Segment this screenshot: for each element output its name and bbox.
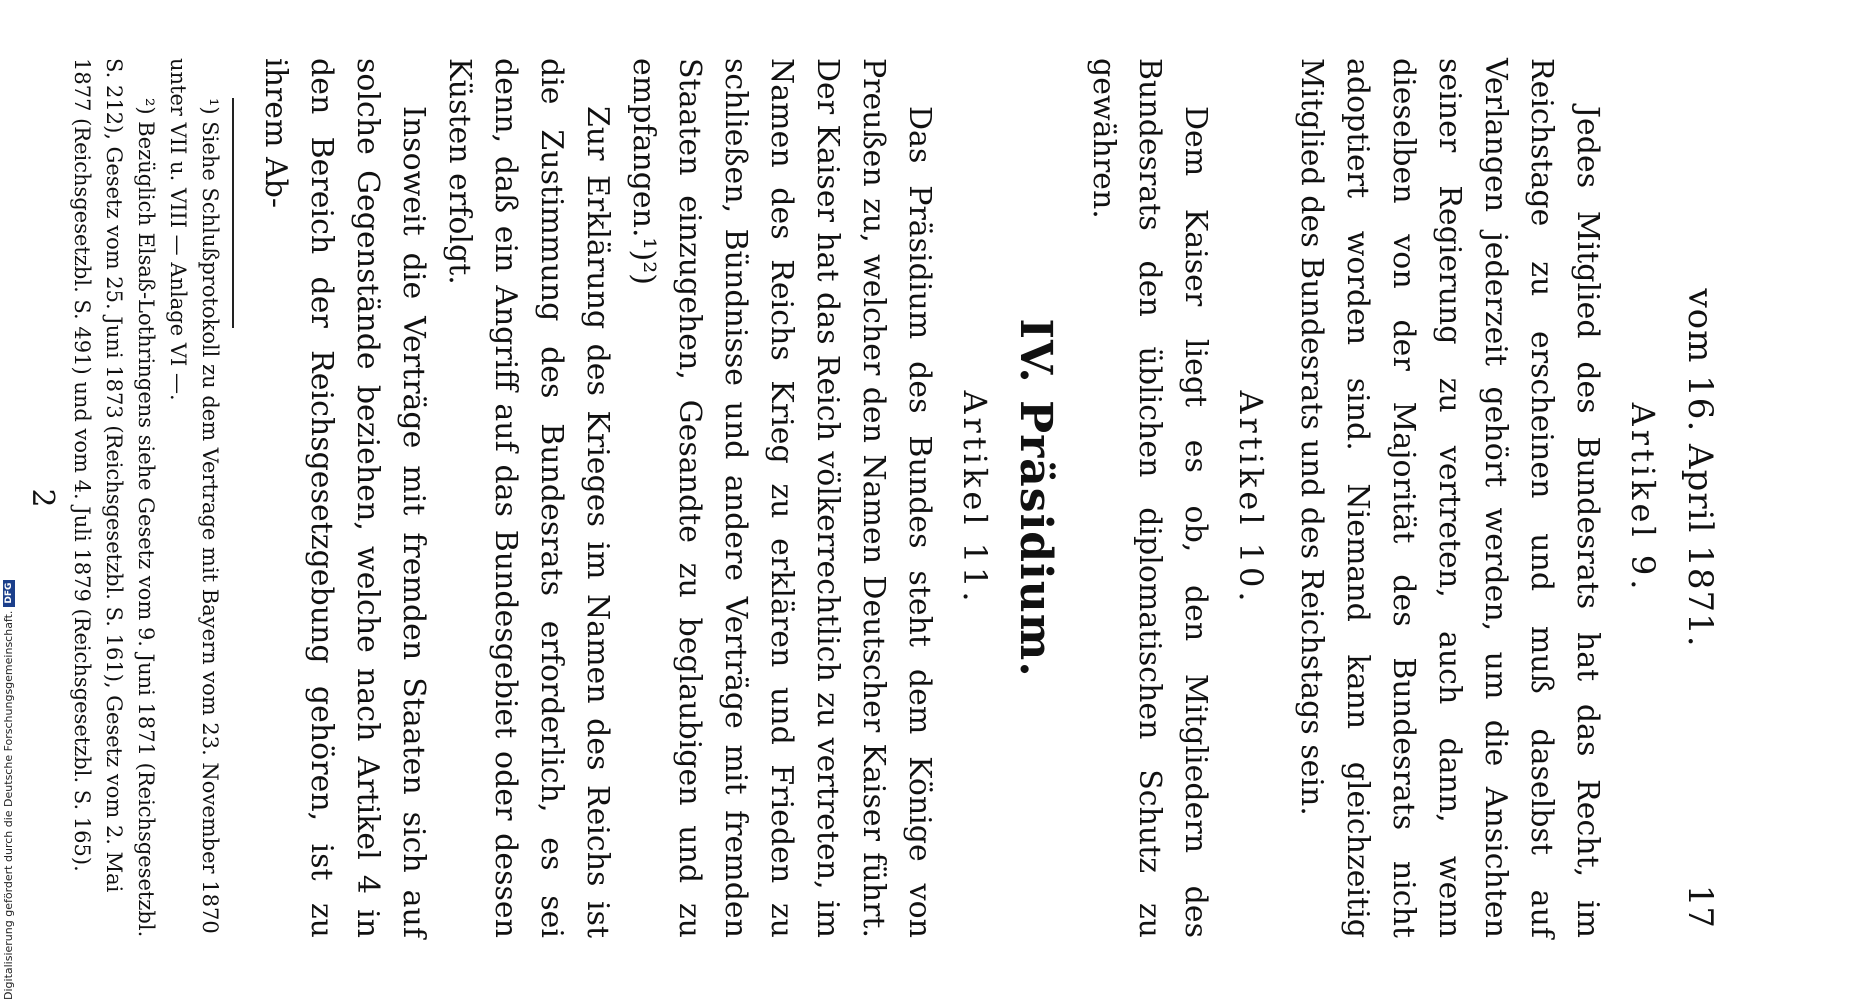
credit-text: Digitalisierung gefördert durch die Deutsche Forschungsgemeinschaft. xyxy=(2,610,15,1000)
body-text xyxy=(252,58,1666,938)
artikel-9-heading: Artikel 9. xyxy=(1624,402,1662,594)
dfg-logo-icon: DFG xyxy=(3,580,15,607)
footnotes xyxy=(66,58,226,938)
signature-mark: 2 xyxy=(25,488,60,508)
page-number: 17 xyxy=(1680,884,1720,928)
chapter-heading: IV. Präsidium. xyxy=(1010,318,1061,678)
artikel-9-paragraph: Jedes Mitglied des Bundesrats hat das Recht, im Reichstage zu erscheinen und muß daselbst auf Verlangen jederzeit gehört werden, um die Ansichten seiner Regierung zu vertreten, auch dann, wenn dieselben von der Majorität des Bundesrats nicht adoptiert worden sind. Niemand kann gleichzeitig Mitglied des Bundesrats und des Reichstags sein. xyxy=(1294,58,1605,938)
header-title: vom 16. April 1871. xyxy=(1680,288,1720,648)
artikel-11-heading: Artikel 11. xyxy=(956,390,994,606)
page-content xyxy=(25,58,1720,938)
artikel-10-heading: Artikel 10. xyxy=(1232,390,1270,606)
artikel-11-paragraph-2: Zur Erklärung des Krieges im Namen des Reichs ist die Zustimmung des Bundesrats erforderlich, es sei denn, daß ein Angriff auf das Bundesgebiet oder dessen Küsten erfolgt. xyxy=(442,58,615,938)
footnote-divider xyxy=(232,98,234,328)
footnote-1: ¹) Siehe Schlußprotokoll zu dem Vertrage mit Bayern vom 23. November 1870 unter VII u. VIII — Anlage VI —. xyxy=(166,58,222,934)
digitization-credit xyxy=(0,0,20,1000)
artikel-11-paragraph-1: Das Präsidium des Bundes steht dem Könige von Preußen zu, welcher den Namen Deutscher Kaiser führt. Der Kaiser hat das Reich völkerrechtlich zu vertreten, im Namen des Reichs Krieg zu erklären und Frieden zu schließen, Bündnisse und andere Verträge mit fremden Staaten einzugehen, Gesandte zu beglaubigen und zu empfangen.¹)²) xyxy=(626,58,937,938)
artikel-10-paragraph: Dem Kaiser liegt es ob, den Mitgliedern des Bundesrats den üblichen diplomatischen Schutz zu gewähren. xyxy=(1086,58,1213,938)
credit-text-wrapper xyxy=(2,582,15,1000)
running-header xyxy=(1680,58,1720,938)
footnote-2: ²) Bezüglich Elsaß-Lothringens siehe Gesetz vom 9. Juni 1871 (Reichsgesetzbl. S. 212), Gesetz vom 25. Juni 1873 (Reichsgesetzbl. S. 161), Gesetz vom 2. Mai 1877 (Reichsgesetzbl. S. 491) und vom 4. Juli 1879 (Reichsgesetzbl. S. 165). xyxy=(70,58,158,938)
artikel-11-paragraph-3: Insoweit die Verträge mit fremden Staaten sich auf solche Gegenstände beziehen, welche nach Artikel 4 in den Bereich der Reichsgesetzgebung gehören, ist zu ihrem Ab- xyxy=(258,58,431,938)
